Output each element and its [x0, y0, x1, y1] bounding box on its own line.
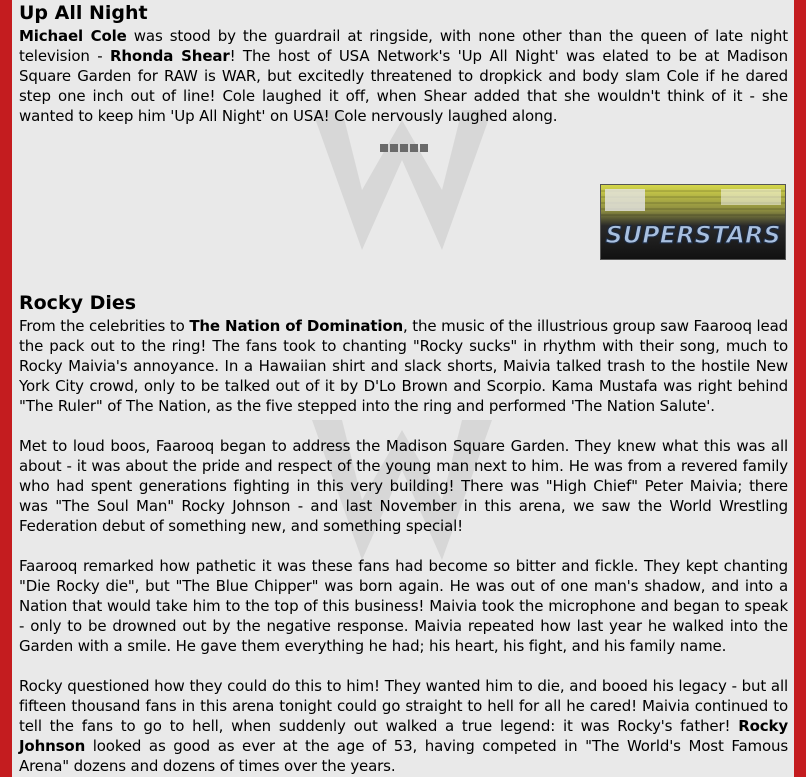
paragraph [19, 556, 788, 656]
bold-name: Rocky Johnson [19, 717, 788, 755]
superstars-logo-icon [601, 185, 785, 259]
bold-name: Michael Cole [19, 27, 127, 45]
section-title: Rocky Dies [19, 292, 137, 314]
text-run: looked as good as ever at the age of 53, having competed in "The World's Most Famous Arena" dozens and dozens of times over the years. [19, 737, 788, 775]
paragraph [19, 436, 788, 536]
text-run: Faarooq remarked how pathetic it was these fans had become so bitter and fickle. They kept chanting "Die Rocky die", but "The Blue Chipper" was born again. He was out of one man's shadow, and into a Nation that would take him to the top of this business! Maivia took the microphone and began to speak - only to be drowned out by the negative response. Maivia repeated how last year he walked into the Garden with a smile. He gave them everything he had; his heart, his fight, and his family name. [19, 557, 788, 655]
paragraph [19, 676, 788, 776]
separator-square-icon [380, 144, 388, 152]
text-run: From the celebrities to [19, 317, 190, 335]
paragraph [19, 316, 788, 416]
banner-text: SUPERSTARS [605, 221, 781, 249]
section-title: Up All Night [19, 2, 148, 24]
separator-square-icon [420, 144, 428, 152]
bold-name: The Nation of Domination [189, 317, 404, 335]
separator-square-icon [400, 144, 408, 152]
bold-name: Rhonda Shear [110, 47, 230, 65]
text-run: Met to loud boos, Faarooq began to address the Madison Square Garden. They knew what this was all about - it was about the pride and respect of the young man next to him. He was from a revered family who had spent generations fighting in this very building! There was "High Chief" Peter Maivia; there was "The Soul Man" Rocky Johnson - and last November in this arena, we saw the World Wrestling Federation debut of something new, and something special! [19, 437, 788, 535]
separator-square-icon [390, 144, 398, 152]
superstars-banner-image [600, 184, 786, 260]
text-run: was stood by the guardrail at ringside, with none other than the queen of late night television - [19, 27, 788, 65]
separator-square-icon [410, 144, 418, 152]
separator [19, 140, 788, 160]
text-run: ! The host of USA Network's 'Up All Night' was elated to be at Madison Square Garden for RAW is WAR, but excitedly threatened to dropkick and body slam Cole if he dared step one inch out of line! Cole laughed it off, when Shear added that she wouldn't think of it - she wanted to keep him 'Up All Night' on USA! Cole nervously laughed along. [19, 47, 788, 125]
text-run: , the music of the illustrious group saw Faarooq lead the pack out to the ring! The fans took to chanting "Rocky sucks" in rhythm with their song, much to Rocky Maivia's annoyance. In a Hawaiian shirt and slack shorts, Maivia talked trash to the hostile New York City crowd, only to be talked out of it by D'Lo Brown and Scorpio. Kama Mustafa was right behind "The Ruler" of The Nation, as the five stepped into the ring and performed 'The Nation Salute'. [19, 317, 789, 415]
page [12, 0, 794, 777]
paragraph [19, 26, 788, 126]
article-content [19, 0, 788, 776]
text-run: Rocky questioned how they could do this to him! They wanted him to die, and booed his legacy - but all fifteen thousand fans in this arena tonight could go straight to hell for all he cared! Maivia continued to tell the fans to go to hell, when suddenly out walked a true legend: it was Rocky's father! [19, 677, 788, 735]
